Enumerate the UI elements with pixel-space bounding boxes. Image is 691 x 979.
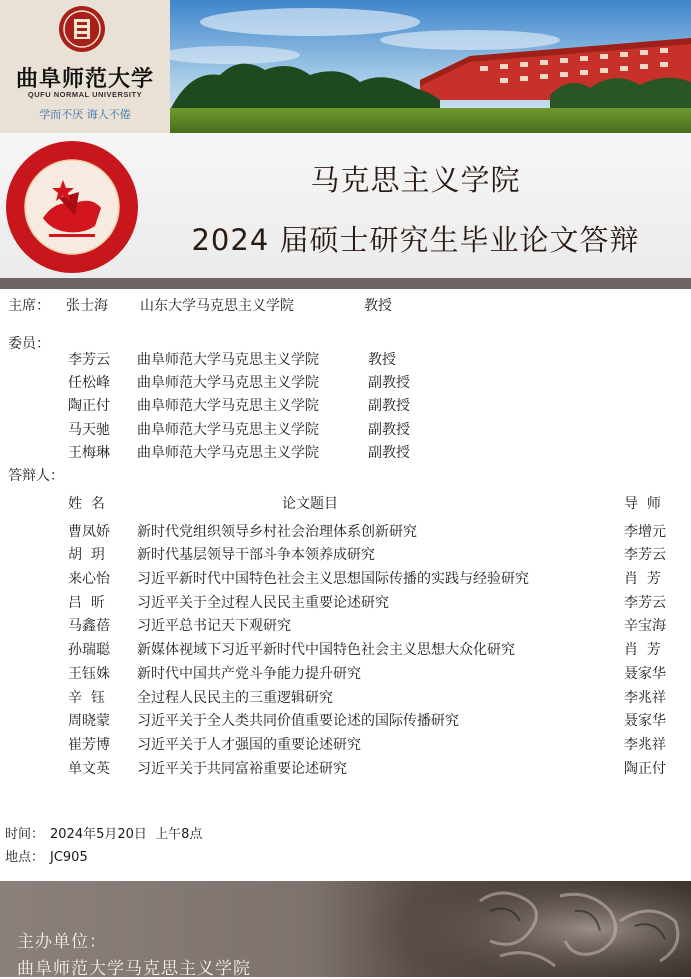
thesis-topic: 习近平关于共同富裕重要论述研究 xyxy=(137,761,347,777)
committee-member-org: 曲阜师范大学马克思主义学院 xyxy=(137,398,319,414)
thesis-topic: 新媒体视域下习近平新时代中国特色社会主义思想大众化研究 xyxy=(137,642,515,658)
carved-relief-photo xyxy=(360,881,691,977)
university-name-cn: 曲阜师范大学 xyxy=(15,66,154,92)
column-header-topic: 论文题目 xyxy=(282,496,338,512)
committee-member-title: 副教授 xyxy=(368,375,410,391)
chair-org: 山东大学马克思主义学院 xyxy=(140,298,294,314)
student-name: 马鑫蓓 xyxy=(68,618,110,634)
school-emblem-icon xyxy=(3,138,141,276)
thesis-topic: 习近平关于全过程人民民主重要论述研究 xyxy=(137,595,389,611)
student-name: 崔芳博 xyxy=(68,737,110,753)
thesis-topic: 习近平新时代中国特色社会主义思想国际传播的实践与经验研究 xyxy=(137,571,529,587)
advisor-name: 李芳云 xyxy=(624,547,666,563)
student-name: 胡 玥 xyxy=(68,547,105,563)
student-name: 王钰姝 xyxy=(68,666,110,682)
advisor-name: 李增元 xyxy=(624,524,666,540)
page-title-event: 2024 届硕士研究生毕业论文答辩 xyxy=(191,223,640,257)
committee-member-name: 陶正付 xyxy=(68,398,110,414)
advisor-name: 肖 芳 xyxy=(624,642,661,658)
chair-name: 张士海 xyxy=(66,298,108,314)
section-divider xyxy=(0,278,691,289)
thesis-topic: 习近平总书记天下观研究 xyxy=(137,618,291,634)
time-value: 2024年5月20日 上午8点 xyxy=(50,827,203,842)
student-name: 辛 钰 xyxy=(68,690,105,706)
thesis-topic: 习近平关于全人类共同价值重要论述的国际传播研究 xyxy=(137,713,459,729)
university-motto: 学而不厌 诲人不倦 xyxy=(39,108,131,121)
organizer-name: 曲阜师范大学马克思主义学院 xyxy=(17,959,251,979)
student-name: 吕 昕 xyxy=(68,595,105,611)
page-title-school: 马克思主义学院 xyxy=(310,163,521,197)
committee-member-name: 李芳云 xyxy=(68,352,110,368)
advisor-name: 肖 芳 xyxy=(624,571,661,587)
committee-member-org: 曲阜师范大学马克思主义学院 xyxy=(137,352,319,368)
thesis-topic: 新时代中国共产党斗争能力提升研究 xyxy=(137,666,361,682)
place-value: JC905 xyxy=(50,850,88,865)
student-name: 单文英 xyxy=(68,761,110,777)
committee-member-name: 王梅琳 xyxy=(68,445,110,461)
committee-label: 委员： xyxy=(8,336,50,352)
student-name: 孙瑞聪 xyxy=(68,642,110,658)
university-seal-icon xyxy=(54,4,110,54)
advisor-name: 陶正付 xyxy=(624,761,666,777)
committee-member-org: 曲阜师范大学马克思主义学院 xyxy=(137,422,319,438)
committee-member-title: 教授 xyxy=(368,352,396,368)
column-header-advisor: 导 师 xyxy=(624,496,661,512)
defense-label: 答辩人： xyxy=(8,468,64,484)
university-name-en: QUFU NORMAL UNIVERSITY xyxy=(27,90,143,99)
chair-title: 教授 xyxy=(364,298,392,314)
advisor-name: 聂家华 xyxy=(624,713,666,729)
advisor-name: 李兆祥 xyxy=(624,690,666,706)
committee-member-title: 副教授 xyxy=(368,422,410,438)
column-header-name: 姓 名 xyxy=(68,496,105,512)
thesis-topic: 新时代党组织领导乡村社会治理体系创新研究 xyxy=(137,524,417,540)
advisor-name: 聂家华 xyxy=(624,666,666,682)
header-banner xyxy=(0,0,691,133)
student-name: 周晓蒙 xyxy=(68,713,110,729)
committee-member-org: 曲阜师范大学马克思主义学院 xyxy=(137,375,319,391)
university-logo-block xyxy=(0,0,170,133)
committee-member-title: 副教授 xyxy=(368,445,410,461)
campus-photo xyxy=(170,0,691,133)
place-label: 地点： xyxy=(5,850,45,865)
student-name: 来心怡 xyxy=(68,571,110,587)
advisor-name: 李芳云 xyxy=(624,595,666,611)
advisor-name: 辛宝海 xyxy=(624,618,666,634)
thesis-topic: 新时代基层领导干部斗争本领养成研究 xyxy=(137,547,375,563)
time-label: 时间： xyxy=(5,827,45,842)
thesis-topic: 习近平关于人才强国的重要论述研究 xyxy=(137,737,361,753)
committee-member-org: 曲阜师范大学马克思主义学院 xyxy=(137,445,319,461)
advisor-name: 李兆祥 xyxy=(624,737,666,753)
student-name: 曹凤娇 xyxy=(68,524,110,540)
organizer-label: 主办单位： xyxy=(17,932,107,952)
thesis-topic: 全过程人民民主的三重逻辑研究 xyxy=(137,690,333,706)
chair-label: 主席： xyxy=(8,298,50,314)
committee-member-title: 副教授 xyxy=(368,398,410,414)
title-section xyxy=(0,133,691,278)
committee-member-name: 任松峰 xyxy=(68,375,110,391)
committee-member-name: 马天驰 xyxy=(68,422,110,438)
